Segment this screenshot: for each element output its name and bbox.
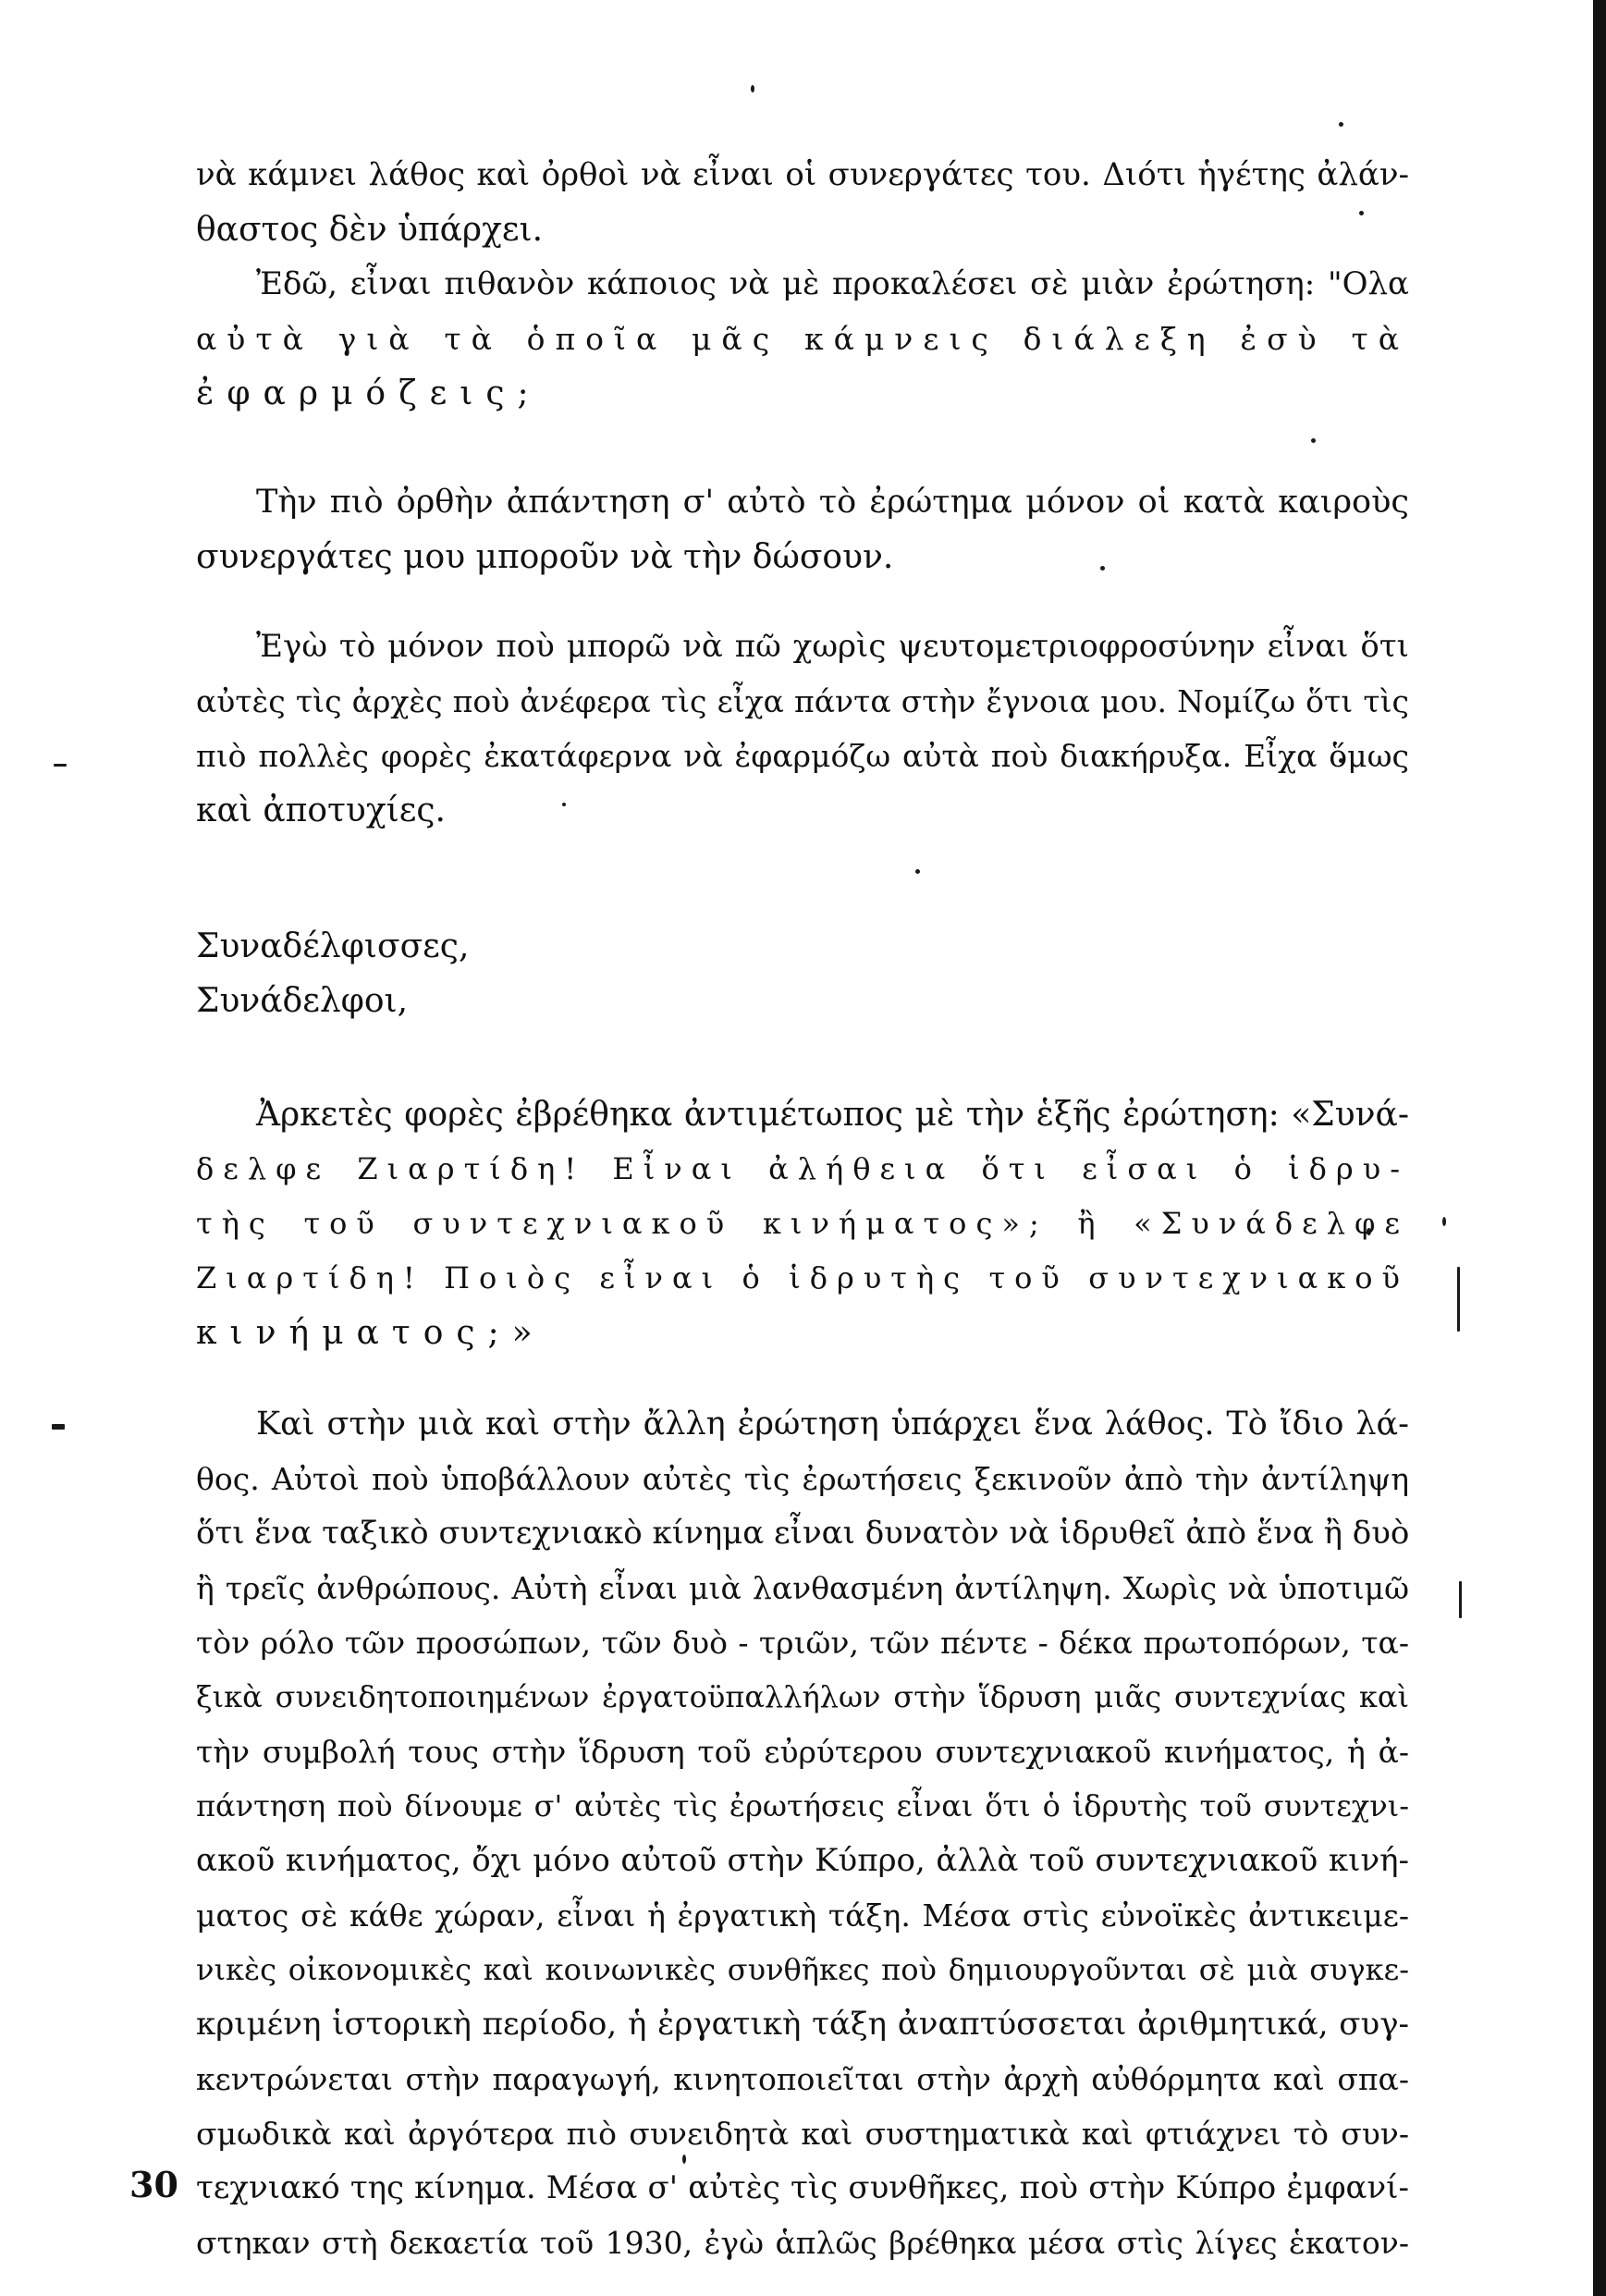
text-line: δελφε Ζιαρτίδη! Εἶναι ἀλήθεια ὅτι εἶσαι ὁ ἱδρυ-	[196, 1151, 1409, 1186]
text-line: αὐτὰ γιὰ τὰ ὁποῖα μᾶς κάμνεις διάλεξη ἐσὺ τὰ	[196, 321, 1409, 357]
text-line: ξικὰ συνειδητοποιημένων ἐργατοϋπαλλήλων στὴν ἵδρυση μιᾶς συντεχνίας καὶ	[196, 1679, 1409, 1714]
scan-speck	[1339, 122, 1343, 127]
text-line: Ἐδῶ, εἶναι πιθανὸν κάποιος νὰ μὲ προκαλέσει σὲ μιὰν ἐρώτηση: "Ολα	[256, 265, 1409, 302]
text-line: κινήματος;»	[196, 1314, 546, 1352]
text-line: Τὴν πιὸ ὀρθὴν ἀπάντηση σ' αὐτὸ τὸ ἐρώτημα μόνον οἱ κατὰ καιροὺς	[256, 484, 1409, 521]
paragraph	[196, 1087, 1409, 1360]
text-line: σμωδικὰ καὶ ἀργότερα πιὸ συνειδητὰ καὶ συστηματικὰ καὶ φτιάχνει τὸ συν-	[196, 2116, 1409, 2152]
paragraph	[196, 148, 1409, 257]
text-line: ἐφαρμόζεις;	[196, 374, 542, 412]
text-line: καὶ ἀποτυχίες.	[196, 792, 446, 829]
text-line: τὴς τοῦ συντεχνιακοῦ κινήματος»; ἢ «Συνάδελφε	[196, 1206, 1409, 1241]
scan-speck	[1457, 1267, 1460, 1332]
text-line: θος. Αὐτοὶ ποὺ ὑποβάλλουν αὐτὲς τὶς ἐρωτήσεις ξεκινοῦν ἀπὸ τὴν ἀντίληψη	[196, 1461, 1409, 1497]
text-line: κεντρώνεται στὴν παραγωγή, κινητοποιεῖται στὴν ἀρχὴ αὐθόρμητα καὶ σπα-	[196, 2061, 1409, 2097]
text-line: πιὸ πολλὲς φορὲς ἐκατάφερνα νὰ ἐφαρμόζω αὐτὰ ποὺ διακήρυξα. Εἶχα ὅμως	[196, 738, 1409, 774]
scan-speck	[1442, 1217, 1446, 1226]
paragraph-gap	[196, 838, 1409, 919]
paragraph-gap	[196, 1028, 1409, 1087]
paragraph-gap	[196, 421, 1409, 475]
text-line: Ἐγὼ τὸ μόνον ποὺ μπορῶ νὰ πῶ χωρὶς ψευτομετριοφροσύνην εἶναι ὅτι	[256, 628, 1409, 665]
text-line: ὅτι ἕνα ταξικὸ συντεχνιακὸ κίνημα εἶναι δυνατὸν νὰ ἱδρυθεῖ ἀπὸ ἕνα ἢ δυὸ	[196, 1515, 1410, 1552]
text-line: αὐτὲς τὶς ἀρχὲς ποὺ ἀνέφερα τὶς εἶχα πάντα στὴν ἔγνοια μου. Νομίζω ὅτι τὶς	[196, 683, 1409, 719]
text-line: τεχνιακό της κίνημα. Μέσα σ' αὐτὲς τὶς συνθῆκες, ποὺ στὴν Κύπρο ἐμφανί-	[196, 2169, 1409, 2206]
scan-speck	[54, 764, 67, 767]
paragraph	[196, 257, 1409, 421]
paragraph	[196, 620, 1409, 838]
text-line: νὰ κάμνει λάθος καὶ ὀρθοὶ νὰ εἶναι οἱ συνεργάτες του. Διότι ἡγέτης ἀλάν-	[196, 156, 1409, 193]
text-line: ἢ τρεῖς ἀνθρώπους. Αὐτὴ εἶναι μιὰ λανθασμένη ἀντίληψη. Χωρὶς νὰ ὑποτιμῶ	[196, 1570, 1409, 1606]
text-line: πάντηση ποὺ δίνουμε σ' αὐτὲς τὶς ἐρωτήσεις εἶναι ὅτι ὁ ἱδρυτὴς τοῦ συντεχνι-	[196, 1788, 1409, 1823]
text-line: Συνάδελφοι,	[196, 982, 409, 1020]
scan-speck	[1459, 1581, 1462, 1618]
text-line: Συναδέλφισσες,	[196, 927, 470, 965]
text-line: νικὲς οἰκονομικὲς καὶ κοινωνικὲς συνθῆκες ποὺ δημιουργοῦνται σὲ μιὰ συγκε-	[196, 1952, 1409, 1987]
paragraph	[196, 1397, 1409, 2270]
text-line: ματος σὲ κάθε χώραν, εἶναι ἡ ἐργατικὴ τάξη. Μέσα στὶς εὐνοϊκὲς ἀντικειμε-	[196, 1897, 1409, 1934]
scan-speck	[751, 85, 754, 92]
text-line: στηκαν στὴ δεκαετία τοῦ 1930, ἐγὼ ἁπλῶς βρέθηκα μέσα στὶς λίγες ἑκατον-	[196, 2225, 1409, 2261]
text-line: Ἀρκετὲς φορὲς ἐβρέθηκα ἀντιμέτωπος μὲ τὴν ἑξῆς ἐρώτηση: «Συνά-	[256, 1096, 1409, 1134]
paragraph	[196, 475, 1409, 584]
page-body	[196, 148, 1409, 2270]
text-line: συνεργάτες μου μποροῦν νὰ τὴν δώσουν.	[196, 538, 894, 576]
text-line: ακοῦ κινήματος, ὄχι μόνο αὐτοῦ στὴν Κύπρο, ἀλλὰ τοῦ συντεχνιακοῦ κινή-	[196, 1842, 1409, 1879]
text-line: Ζιαρτίδη! Ποιὸς εἶναι ὁ ἱδρυτὴς τοῦ συντεχνιακοῦ	[196, 1260, 1409, 1295]
page-number: 30	[129, 2164, 178, 2205]
paragraph-gap	[196, 1360, 1409, 1397]
scan-speck	[52, 1424, 65, 1430]
scan-edge	[1593, 0, 1606, 2296]
text-line: τὴν συμβολή τους στὴν ἵδρυση τοῦ εὐρύτερου συντεχνιακοῦ κινήματος, ἡ ἀ-	[196, 1734, 1409, 1770]
salutation	[196, 919, 1409, 1028]
text-line: τὸν ρόλο τῶν προσώπων, τῶν δυὸ - τριῶν, τῶν πέντε - δέκα πρωτοπόρων, τα-	[196, 1625, 1409, 1661]
text-line: κριμένη ἱστορικὴ περίοδο, ἡ ἐργατικὴ τάξη ἀναπτύσσεται ἀριθμητικά, συγ-	[196, 2006, 1409, 2043]
text-line: Καὶ στὴν μιὰ καὶ στὴν ἄλλη ἐρώτηση ὑπάρχει ἕνα λάθος. Τὸ ἴδιο λά-	[256, 1406, 1409, 1443]
paragraph-gap	[196, 584, 1409, 620]
text-line: θαστος δὲν ὑπάρχει.	[196, 211, 544, 249]
